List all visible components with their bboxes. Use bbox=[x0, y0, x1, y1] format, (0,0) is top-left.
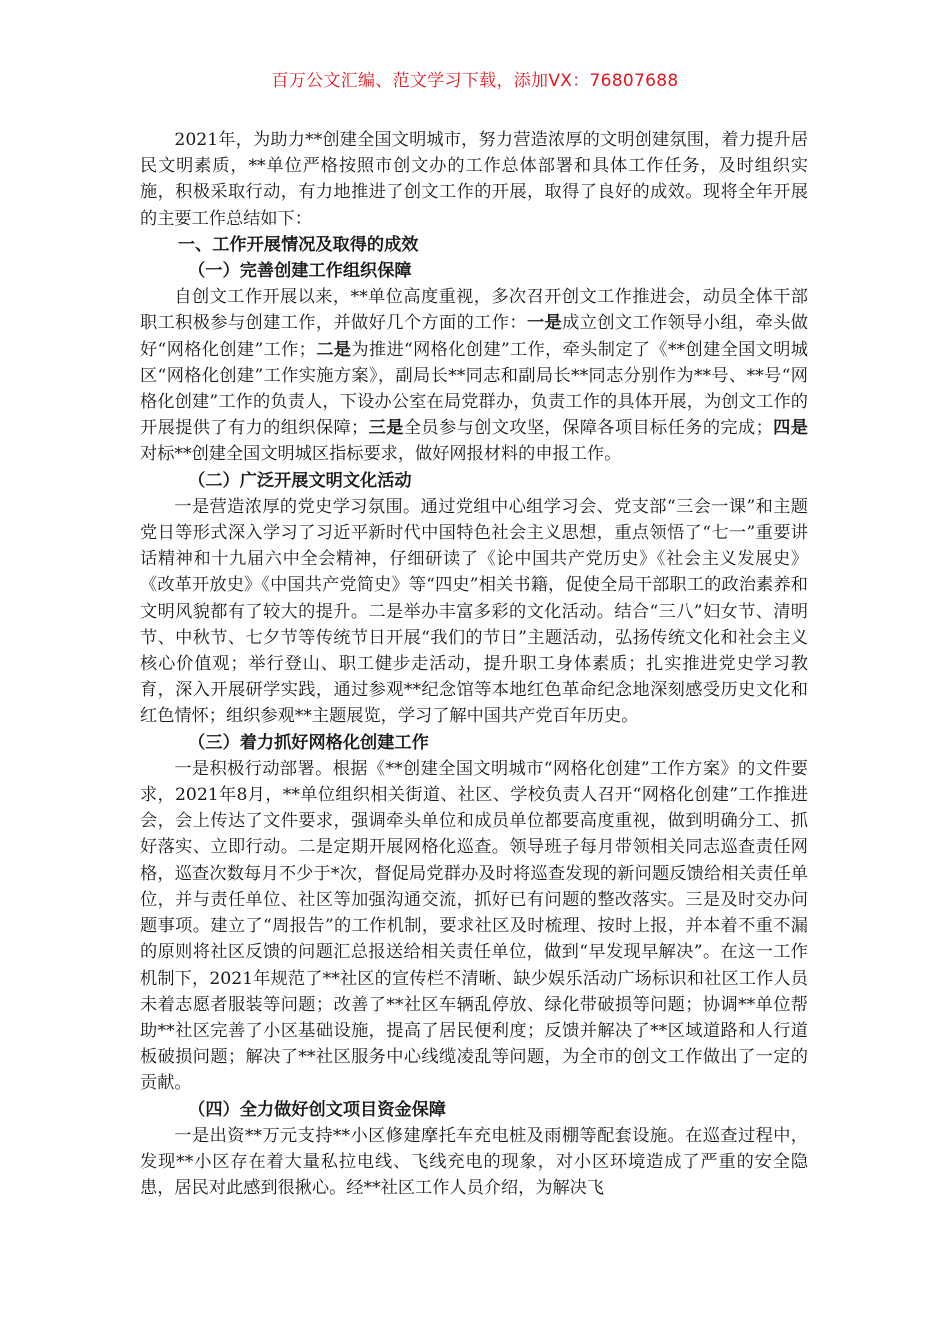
section-1-marker-1: 一是 bbox=[526, 313, 563, 334]
section-1-paragraph bbox=[140, 284, 808, 467]
section-1-marker-2: 二是 bbox=[315, 339, 352, 360]
section-1-text-a: 自创文工作开展以来，**单位高度重视，多次召开创文工作推进会，动员全体干部职工积极参与创建工作，并做好几个方面的工作： bbox=[140, 287, 808, 334]
section-1-marker-3: 三是 bbox=[368, 418, 404, 439]
section-1-text-f: 对标**创建全国文明城区指标要求，做好网报材料的申报工作。 bbox=[140, 444, 622, 465]
section-1-text-d: 为推进“网格化创建”工作，牵头制定了《**创建全国文明城区“网格化创建”工作实施方案》，副局长**同志和副局长**同志分别作为**号、**号“网格化创建”工作的负责人，下设办公室在局党群办，负责工作的具体开展，为创文工作的开展提供了有力的组织保障； bbox=[140, 339, 808, 439]
heading-section-3: （三）着力抓好网格化创建工作 bbox=[188, 732, 429, 753]
heading-section-4: （四）全力做好创文项目资金保障 bbox=[188, 1099, 446, 1120]
section-2-paragraph: 一是营造浓厚的党史学习氛围。通过党组中心组学习会、党支部“三会一课”和主题党日等形式深入学习了习近平新时代中国特色社会主义思想，重点领悟了“七一”重要讲话精神和十九届六中全会精神，仔细研读了《论中国共产党历史》《社会主义发展史》《改革开放史》《中国共产党简史》等“四史”相关书籍，促使全局干部职工的政治素养和文明风貌都有了较大的提升。二是举办丰富多彩的文化活动。结合“三八”妇女节、清明节、中秋节、七夕节等传统节日开展“我们的节日”主题活动，弘扬传统文化和社会主义核心价值观；举行登山、职工健步走活动，提升职工身体素质；扎实推进党史学习教育，深入开展研学实践，通过参观**纪念馆等本地红色革命纪念地深刻感受历史文化和红色情怀；组织参观**主题展览，学习了解中国共产党百年历史。 bbox=[140, 496, 808, 727]
section-3-paragraph: 一是积极行动部署。根据《**创建全国文明城市“网格化创建”工作方案》的文件要求，2021年8月，**单位组织相关街道、社区、学校负责人召开“网格化创建”工作推进会，会上传达了文件要求，强调牵头单位和成员单位都要高度重视，做到明确分工、抓好落实、立即行动。二是定期开展网格化巡查。领导班子每月带领相关同志巡查责任网格，巡查次数每月不少于*次，督促局党群办及时将巡查发现的新问题反馈给相关责任单位，并与责任单位、社区等加强沟通交流，抓好已有问题的整改落实。三是及时交办问题事项。建立了“周报告”的工作机制，要求社区及时梳理、按时上报，并本着不重不漏的原则将社区反馈的问题汇总报送给相关责任单位，做到“早发现早解决”。在这一工作机制下，2021年规范了**社区的宣传栏不清晰、缺少娱乐活动广场标识和社区工作人员未着志愿者服装等问题；改善了**社区车辆乱停放、绿化带破损等问题；协调**单位帮助**社区完善了小区基础设施，提高了居民便利度；反馈并解决了**区域道路和人行道板破损问题；解决了**社区服务中心线缆凌乱等问题，为全市的创文工作做出了一定的贡献。 bbox=[140, 758, 808, 1094]
heading-achievements: 一、工作开展情况及取得的成效 bbox=[177, 234, 419, 255]
intro-paragraph: 2021年，为助力**创建全国文明城市，努力营造浓厚的文明创建氛围，着力提升居民文明素质，**单位严格按照市创文办的工作总体部署和具体工作任务，及时组织实施，积极采取行动，有力地推进了创文工作的开展，取得了良好的成效。现将全年开展的主要工作总结如下： bbox=[140, 130, 808, 229]
section-4-paragraph: 一是出资**万元支持**小区修建摩托车充电桩及雨棚等配套设施。在巡查过程中，发现**小区存在着大量私拉电线、飞线充电的现象，对小区环境造成了严重的安全隐患，居民对此感到很揪心。经**社区工作人员介绍，为解决飞 bbox=[140, 1125, 808, 1199]
heading-section-1: （一）完善创建工作组织保障 bbox=[188, 261, 412, 282]
document-body bbox=[140, 127, 808, 1201]
header-banner: 百万公文汇编、范文学习下载，添加VX：76807688 bbox=[271, 71, 679, 91]
section-1-marker-4: 四是 bbox=[772, 418, 808, 439]
section-1-text-e: 全员参与创文攻坚，保障各项目标任务的完成； bbox=[403, 418, 773, 439]
section-1-text-c: 成立创文工作领导小组，牵头做好“网格化创建”工作； bbox=[140, 313, 808, 360]
heading-section-2: （二）广泛开展文明文化活动 bbox=[188, 470, 412, 491]
